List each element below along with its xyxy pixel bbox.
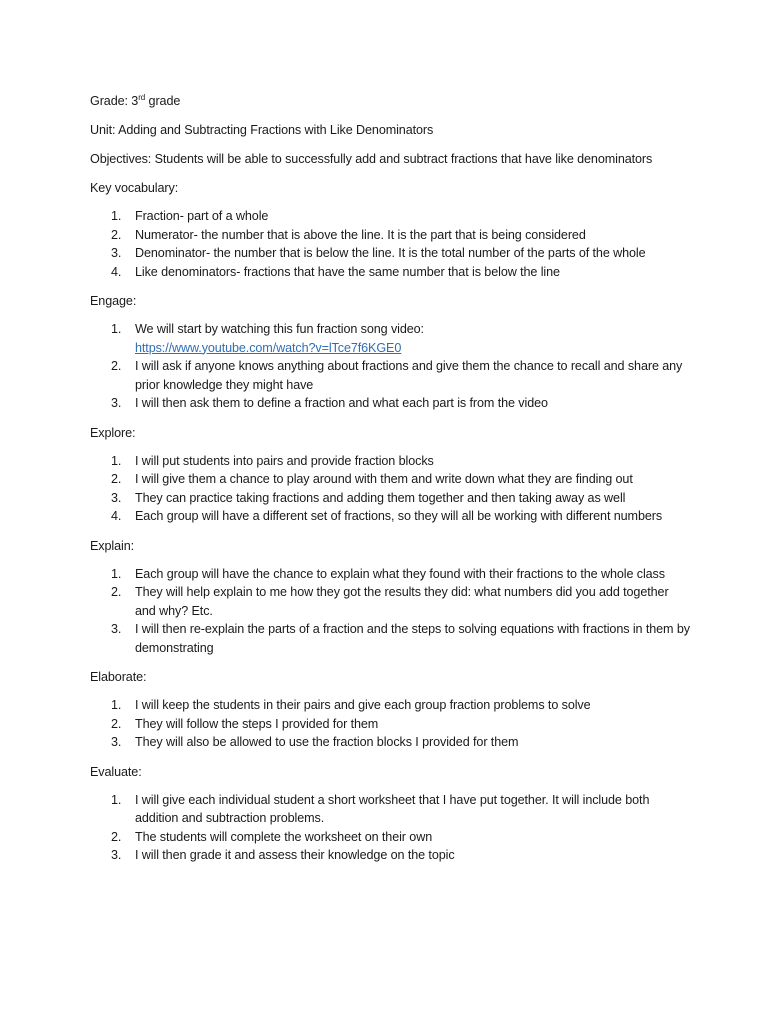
vocab-list [90, 207, 690, 281]
list-item-text: I will give them a chance to play around with them and write down what they are finding out [135, 472, 633, 486]
explore-heading: Explore: [90, 425, 136, 440]
list-number: 3. [111, 848, 122, 862]
list-item [90, 696, 690, 715]
list-item [90, 846, 690, 865]
list-item [90, 565, 690, 584]
list-number: 2. [111, 472, 122, 486]
list-number: 1. [111, 209, 122, 223]
objectives-line: Objectives: Students will be able to successfully add and subtract fractions that have like denominators [90, 152, 653, 166]
explain-heading: Explain: [90, 538, 135, 553]
list-item [90, 489, 690, 508]
list-item-text: I will keep the students in their pairs and give each group fraction problems to solve [135, 698, 591, 712]
list-item [90, 715, 690, 734]
list-item [90, 733, 690, 752]
evaluate-heading: Evaluate: [90, 764, 142, 779]
list-item [90, 394, 690, 413]
list-item [90, 357, 690, 394]
list-number: 1. [111, 453, 122, 468]
vocab-heading: Key vocabulary: [90, 181, 179, 195]
list-number: 2. [111, 359, 122, 373]
list-item [90, 263, 690, 282]
list-number: 1. [111, 698, 122, 712]
list-number: 3. [111, 735, 122, 749]
list-number: 1. [111, 792, 122, 807]
list-item-text: Fraction- part of a whole [135, 209, 269, 223]
unit-line: Unit: Adding and Subtracting Fractions with Like Denominators [90, 123, 434, 137]
list-number: 2. [111, 585, 122, 599]
list-item [90, 320, 690, 357]
list-item-text: Numerator- the number that is above the line. It is the part that is being considered [135, 227, 586, 242]
list-number: 2. [111, 227, 122, 242]
list-item-text: The students will complete the worksheet on their own [135, 829, 433, 844]
list-number: 2. [111, 829, 122, 844]
lesson-plan-document [90, 91, 690, 875]
list-number: 3. [111, 396, 122, 410]
elaborate-heading: Elaborate: [90, 670, 147, 684]
list-item-text: I will then grade it and assess their knowledge on the topic [135, 848, 455, 862]
list-item-text: I will then re-explain the parts of a fraction and the steps to solving equations with fractions in them by demonstrating [135, 622, 690, 655]
list-item [90, 452, 690, 471]
list-item [90, 583, 690, 620]
list-item-text: They will help explain to me how they got the results they did: what numbers did you add together and why? Etc. [135, 585, 669, 618]
list-number: 3. [111, 490, 122, 505]
list-item-text: Each group will have a different set of fractions, so they will all be working with different numbers [135, 509, 663, 523]
list-item-text: Denominator- the number that is below the line. It is the total number of the parts of the whole [135, 246, 646, 260]
evaluate-list [90, 791, 690, 865]
list-item-text: I will ask if anyone knows anything about fractions and give them the chance to recall and share any prior knowledge they might have [135, 359, 683, 392]
grade-label: Grade: 3 [90, 94, 139, 108]
list-item-text: They can practice taking fractions and adding them together and then taking away as well [135, 490, 626, 505]
list-item-text: Like denominators- fractions that have the same number that is below the line [135, 264, 560, 279]
engage-list [90, 320, 690, 413]
list-number: 2. [111, 716, 122, 731]
list-item-text: They will follow the steps I provided for them [135, 716, 379, 731]
grade-suffix: grade [145, 94, 181, 108]
list-item-text: We will start by watching this fun fraction song video: [135, 322, 424, 336]
list-item-text: I will give each individual student a short worksheet that I have put together. It will include both addition and subtraction problems. [135, 792, 650, 825]
list-item [90, 470, 690, 489]
list-number: 4. [111, 264, 122, 279]
list-number: 3. [111, 246, 122, 260]
list-item-text: Each group will have the chance to explain what they found with their fractions to the whole class [135, 566, 665, 581]
list-item-text: They will also be allowed to use the fraction blocks I provided for them [135, 735, 519, 749]
list-item [90, 507, 690, 526]
list-item [90, 791, 690, 828]
list-number: 1. [111, 566, 122, 581]
explore-list [90, 452, 690, 526]
grade-line [90, 91, 690, 120]
explain-list [90, 565, 690, 658]
grade-superscript: rd [138, 93, 146, 102]
list-number: 3. [111, 622, 122, 636]
list-item [90, 828, 690, 847]
engage-heading: Engage: [90, 294, 137, 308]
list-number: 4. [111, 509, 122, 523]
elaborate-list [90, 696, 690, 752]
list-item [90, 207, 690, 226]
list-item [90, 244, 690, 263]
video-link[interactable]: https://www.youtube.com/watch?v=lTce7f6KGE0 [135, 340, 402, 355]
list-item [90, 620, 690, 657]
list-item-text: I will put students into pairs and provide fraction blocks [135, 453, 434, 468]
list-item [90, 226, 690, 245]
list-item-text: I will then ask them to define a fraction and what each part is from the video [135, 396, 548, 410]
list-number: 1. [111, 322, 122, 336]
